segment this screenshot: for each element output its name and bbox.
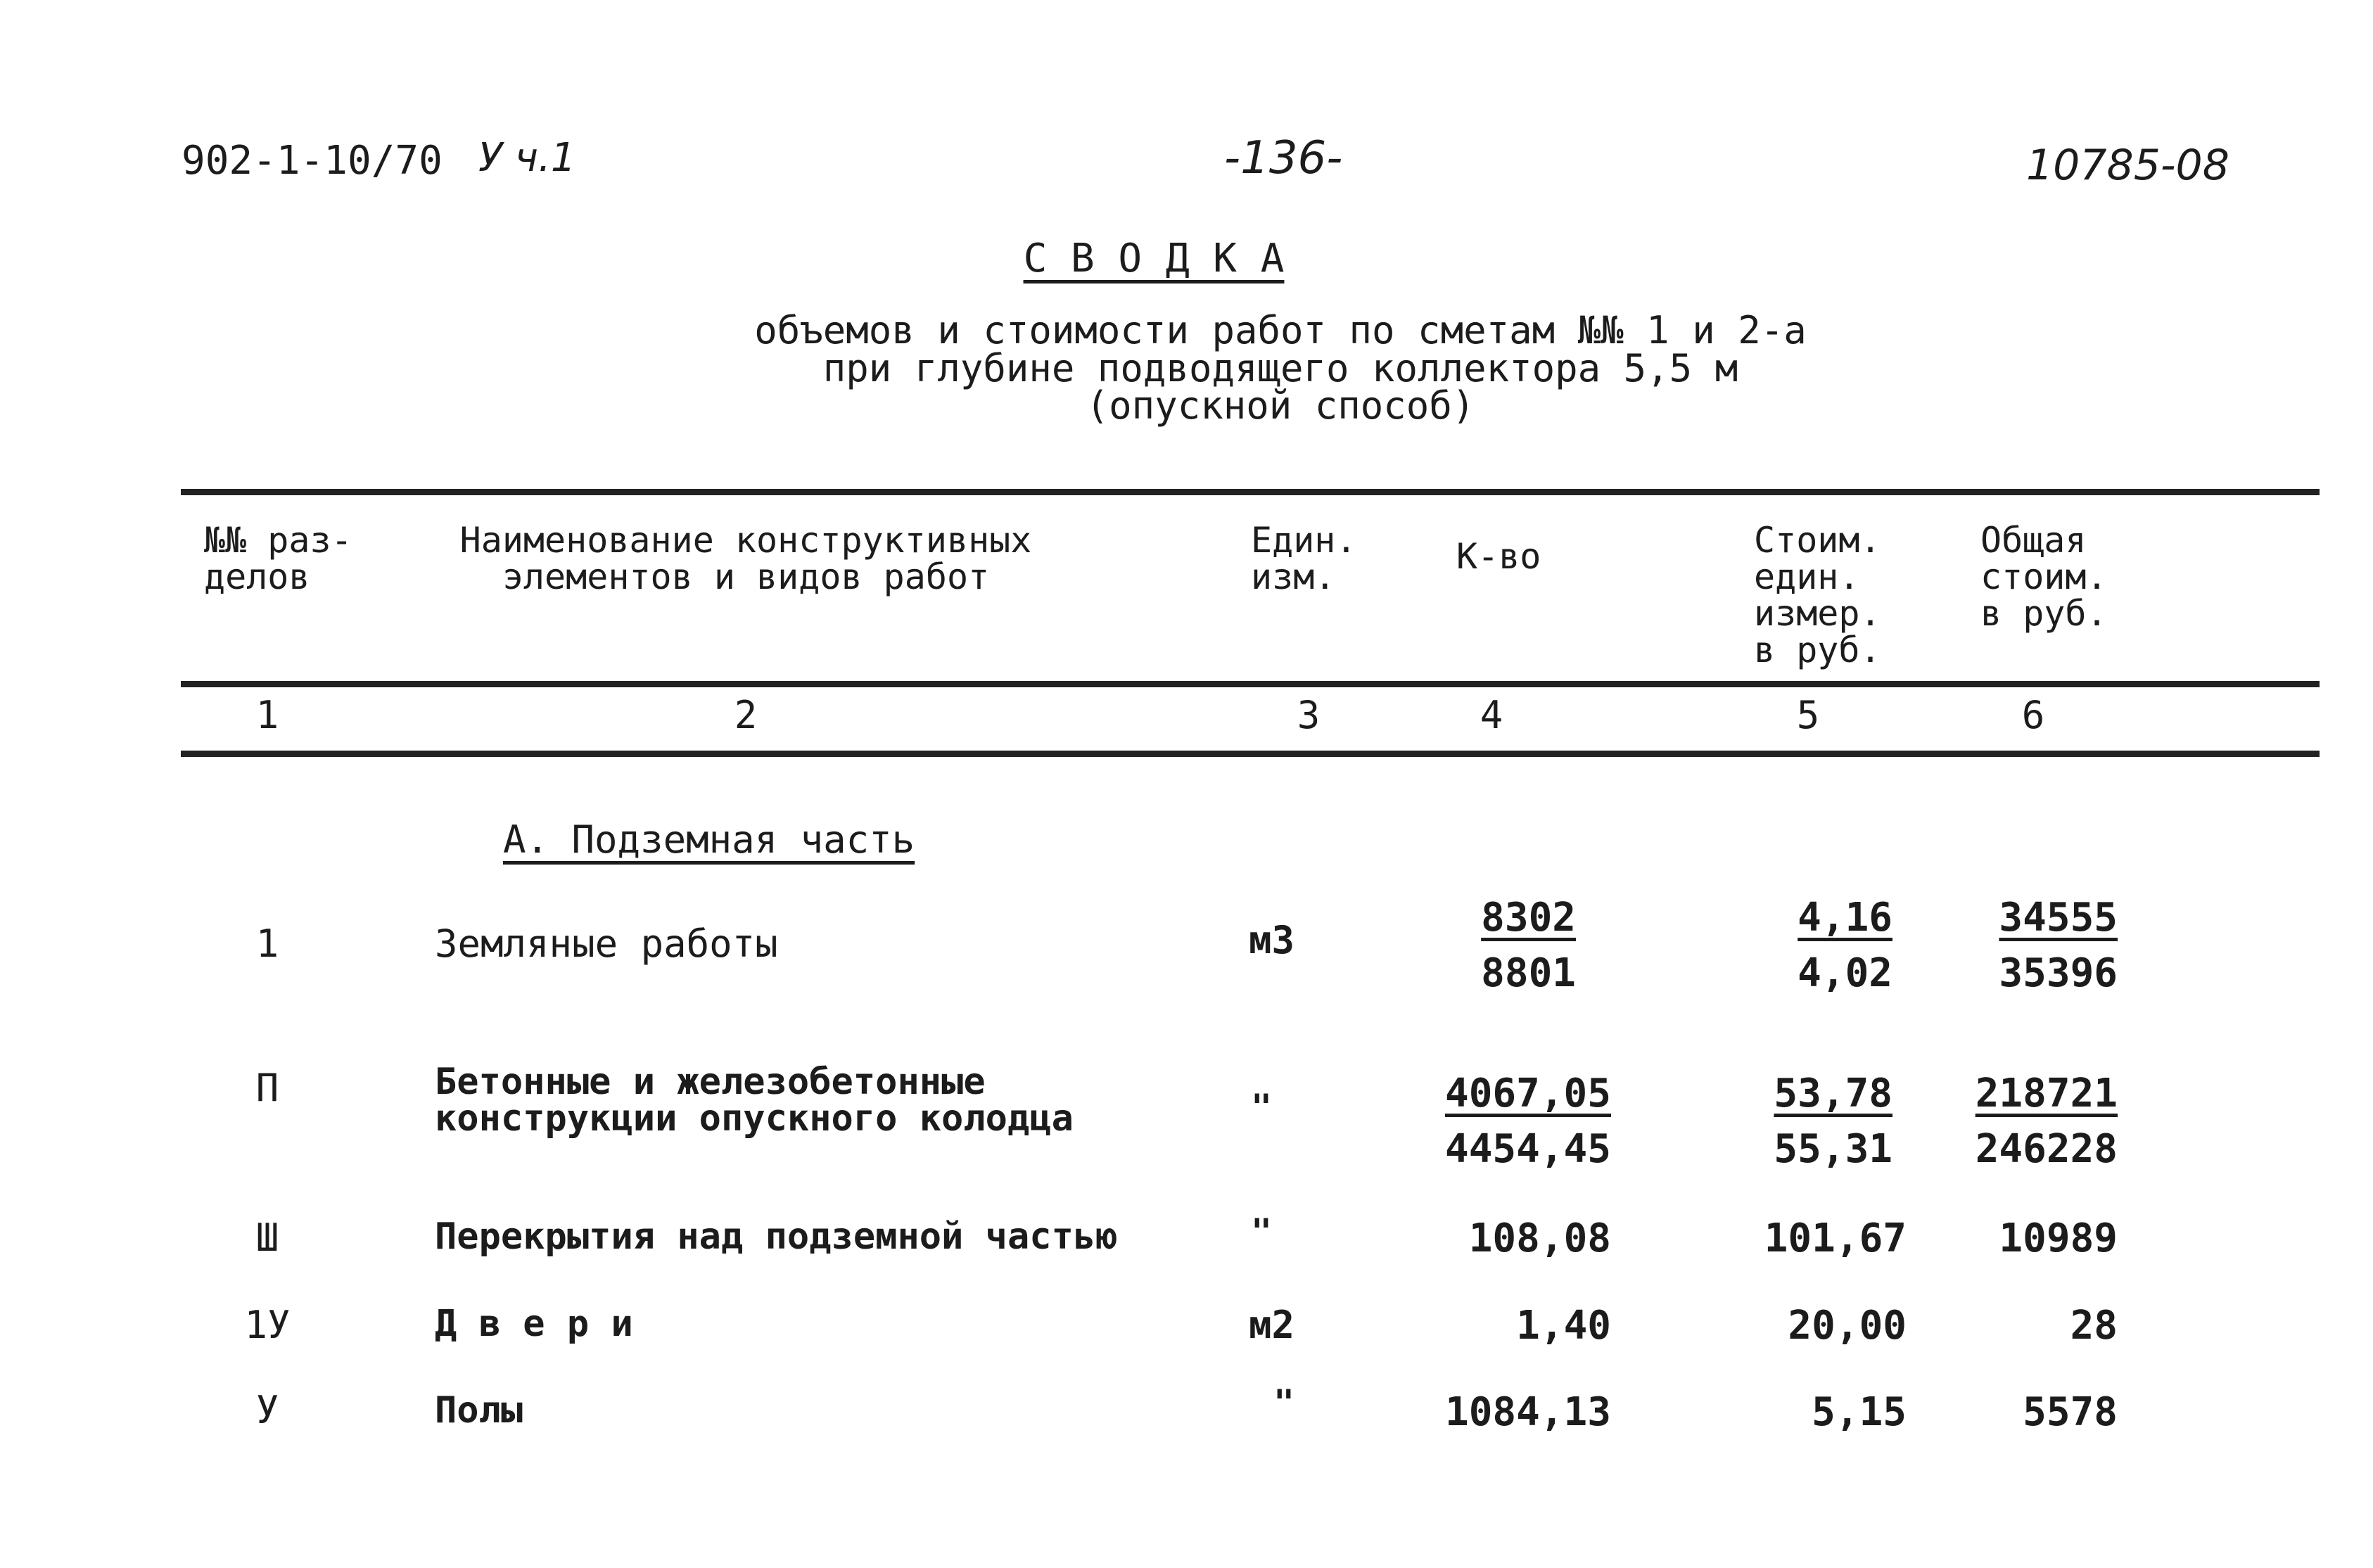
col-header-total-cost: Общая стоим. в руб.: [1980, 520, 2108, 634]
col-header-unit-cost: Стоим. един. измер. в руб.: [1754, 520, 1881, 670]
col-number-2: 2: [734, 693, 758, 737]
total-cost-estimate: 34555: [1999, 895, 2118, 941]
row-total-cost: 28: [2070, 1303, 2118, 1349]
row-unit-cost: [1738, 895, 1892, 996]
row-quantity: [1393, 895, 1576, 996]
row-total-cost: [1942, 895, 2118, 996]
col-header-section-no: №№ раз- делов: [204, 520, 352, 597]
summary-subtitle-line1: объемов и стоимости работ по сметам №№ 1 и 2-а: [754, 308, 1807, 352]
row-unit: ": [1251, 1211, 1273, 1252]
row-unit-cost: 20,00: [1788, 1303, 1907, 1349]
row-quantity: 108,08: [1468, 1216, 1611, 1261]
row-unit-cost: 101,67: [1764, 1216, 1907, 1261]
row-name: Бетонные и железобетонные конструкции опускного колодца: [435, 1061, 1074, 1140]
row-total-cost: 5578: [2023, 1389, 2118, 1435]
row-name: Полы: [435, 1389, 523, 1432]
col-number-3: 3: [1297, 693, 1321, 737]
summary-subtitle-line3: (опускной способ): [1086, 383, 1475, 428]
total-cost-actual: 246228: [1975, 1126, 2118, 1172]
quantity-actual: 4454,45: [1444, 1126, 1611, 1172]
summary-heading: С В О Д К А: [1023, 236, 1285, 281]
quantity-estimate: 4067,05: [1444, 1071, 1611, 1116]
table-numbers-rule: [181, 751, 2320, 757]
row-number: У: [255, 1388, 279, 1432]
row-quantity: 1,40: [1516, 1303, 1611, 1349]
col-number-1: 1: [255, 693, 279, 737]
quantity-actual: 8801: [1481, 950, 1576, 996]
row-quantity: 1084,13: [1444, 1389, 1611, 1435]
row-name: Земляные работы: [435, 922, 778, 966]
row-name: Перекрытия над подземной частью: [435, 1216, 1118, 1258]
col-header-name: Наименование конструктивных элементов и видов работ: [459, 520, 1032, 597]
row-quantity: [1428, 1071, 1611, 1172]
total-cost-estimate: 218721: [1975, 1071, 2118, 1116]
row-unit: ": [1251, 1087, 1273, 1128]
row-number: 1У: [244, 1303, 291, 1347]
unit-cost-actual: 55,31: [1774, 1126, 1892, 1172]
row-total-cost: 10989: [1999, 1216, 2118, 1261]
project-code: 902-1-10/70: [182, 138, 443, 184]
row-number: 1: [255, 922, 279, 966]
unit-cost-actual: 4,02: [1798, 950, 1892, 996]
table-top-rule: [181, 489, 2320, 495]
quantity-estimate: 8302: [1481, 895, 1576, 941]
part-label: У ч.1: [478, 135, 576, 181]
document-number: 10785-08: [2026, 141, 2229, 190]
row-name: Д в е р и: [435, 1303, 633, 1345]
col-number-5: 5: [1796, 693, 1820, 737]
row-total-cost: [1942, 1071, 2118, 1172]
row-unit: м2: [1249, 1303, 1295, 1347]
row-unit-cost: 5,15: [1812, 1389, 1907, 1435]
row-number: П: [255, 1066, 279, 1110]
col-number-6: 6: [2021, 693, 2045, 737]
unit-cost-estimate: 4,16: [1798, 895, 1892, 941]
page-number: -136-: [1224, 132, 1343, 184]
section-title: А. Подземная часть: [503, 817, 915, 862]
row-unit: м3: [1249, 918, 1295, 962]
row-unit-cost: [1738, 1071, 1892, 1172]
table-header-rule: [181, 681, 2320, 687]
col-header-unit: Един. изм.: [1251, 520, 1357, 597]
col-header-quantity: К-во: [1456, 536, 1541, 577]
row-number: Ш: [255, 1216, 279, 1260]
col-number-4: 4: [1480, 693, 1503, 737]
row-unit: ": [1273, 1382, 1295, 1423]
summary-subtitle-line2: при глубине подводящего коллектора 5,5 м: [822, 346, 1738, 390]
unit-cost-estimate: 53,78: [1774, 1071, 1892, 1116]
total-cost-actual: 35396: [1999, 950, 2118, 996]
